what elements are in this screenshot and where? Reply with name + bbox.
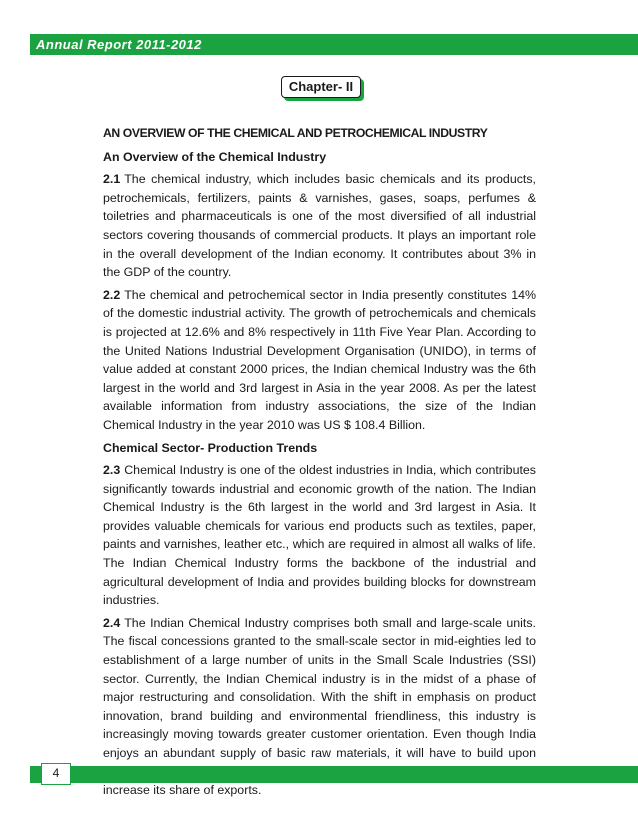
header-bar — [30, 34, 638, 55]
subheading-chemical-industry: An Overview of the Chemical Industry — [103, 149, 327, 164]
chapter-label: Chapter- II — [281, 76, 361, 98]
report-title: Annual Report 2011-2012 — [36, 37, 202, 52]
subheading-production-trends: Chemical Sector- Production Trends — [103, 440, 318, 455]
paragraph-text: The chemical and petrochemical sector in India presently constitutes 14% of the domestic industrial activity. The growth of petrochemicals and chemicals is projected at 12.6% and 8% respectively in 11th Five Year Plan. According to the United Nations Industrial Development Organisation (UNIDO), in terms of value added at constant 2000 prices, the Indian chemical Industry was the 6th largest in the world and 3rd largest in Asia in the year 2008. As per the latest available information from industry associations, the size of the Indian Chemical Industry in the year 2010 was US $ 108.4 Billion. — [103, 287, 536, 432]
footer-bar — [30, 766, 638, 783]
paragraph-2-2 — [103, 286, 536, 435]
paragraph-text: The chemical industry, which includes basic chemicals and its products, petrochemicals, fertilizers, paints & varnishes, gases, soaps, perfumes & toiletries and pharmaceuticals is one of the most diversified of all industrial sectors covering thousands of commercial products. It plays an important role in the overall development of the Indian economy. It contributes about 3% in the GDP of the country. — [103, 172, 536, 280]
paragraph-2-1 — [103, 170, 536, 282]
paragraph-text: The Indian Chemical Industry comprises both small and large-scale units. The fiscal concessions granted to the small-scale sector in mid-eighties led to establishment of a large number of units in the Small Scale Industries (SSI) sector. Currently, the Indian Chemical industry is in the midst of a phase of major restructuring and consolidation. With the shift in emphasis on product innovation, brand building and environmental friendliness, this industry is increasingly moving towards greater customer orientation. Even though India enjoys an abundant supply of basic raw materials, it will have to build upon increase its share of exports. — [103, 615, 536, 798]
paragraph-text: Chemical Industry is one of the oldest industries in India, which contributes significantly towards industrial and economic growth of the nation. The Indian Chemical Industry is the 6th largest in the world and 3rd largest in Asia. It provides valuable chemicals for various end products such as textiles, paper, paints and varnishes, leather etc., which are required in almost all walks of life. The Indian Chemical Industry forms the backbone of the industrial and agricultural development of India and provides building blocks for downstream industries. — [103, 463, 536, 608]
paragraph-2-3 — [103, 461, 536, 610]
paragraph-number: 2.2 — [103, 287, 121, 302]
section-heading: AN OVERVIEW OF THE CHEMICAL AND PETROCHEMICAL INDUSTRY — [103, 126, 488, 140]
paragraph-number: 2.3 — [103, 463, 121, 478]
page-number: 4 — [41, 763, 71, 785]
document-body — [103, 124, 536, 804]
paragraph-number: 2.1 — [103, 172, 121, 187]
paragraph-number: 2.4 — [103, 615, 121, 630]
